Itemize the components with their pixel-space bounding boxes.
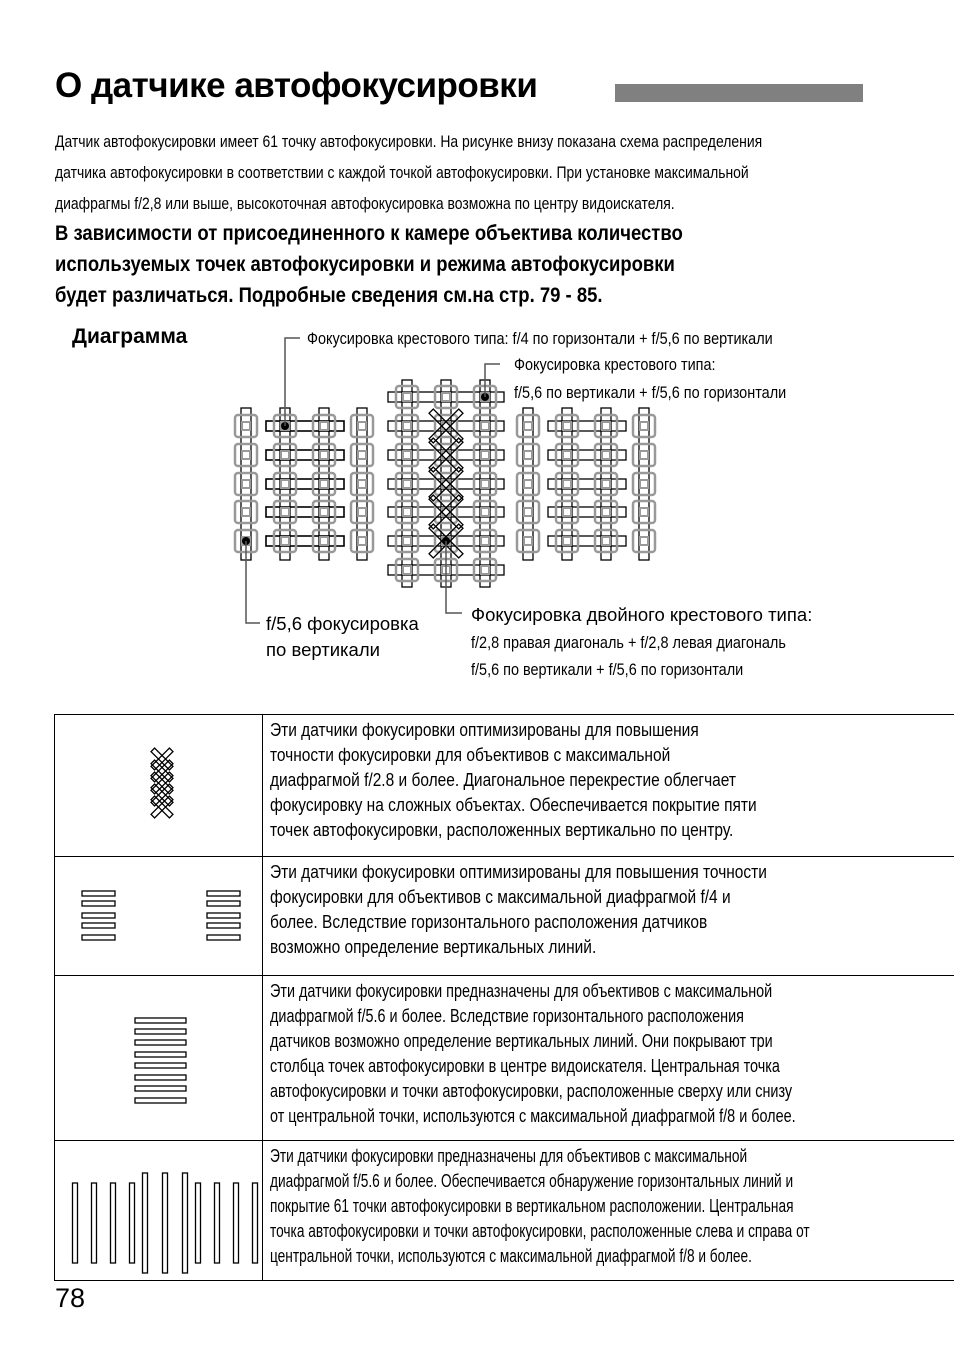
af-point [313,473,335,495]
callout-cross-f56-line1: Фокусировка крестового типа: [514,355,716,374]
horizontal-f4-sensor [266,507,344,517]
description-line: точности фокусировки для объективов с максимальной [270,745,671,765]
af-point [274,530,296,552]
af-point-center [320,508,328,516]
af-point-center [563,537,571,545]
af-point [474,501,496,523]
af-point-center [403,480,411,488]
af-point [595,444,617,466]
vertical-sensor-bar [234,1183,239,1263]
callout-vertical-f56-line2: по вертикали [266,639,380,660]
af-point-center [481,566,489,574]
af-point [517,473,539,495]
af-point-center [281,537,289,545]
horizontal-sensor-bar [82,913,115,918]
callout-cross-f4: Фокусировка крестового типа: f/4 по горизонтали + f/5,6 по вертикали [307,329,773,348]
af-point-center [403,508,411,516]
af-point-center [358,422,366,430]
af-point-center [358,508,366,516]
af-point [235,415,257,437]
af-point [351,473,373,495]
vertical-sensor-bar [143,1173,148,1273]
af-point [633,473,655,495]
description-line: Эти датчики фокусировки оптимизированы для повышения точности [270,862,767,882]
description-line: фокусировки для объективов с максимальной диафрагмой f/4 и [270,887,731,907]
af-point-center [524,508,532,516]
callout-dual-cross-line1: Фокусировка двойного крестового типа: [471,604,813,625]
horizontal-f4-sensor [548,450,626,460]
horizontal-sensor-bar [207,935,240,940]
callout-dual-cross-line3: f/5,6 по вертикали + f/5,6 по горизонтали [471,660,744,679]
af-point [633,501,655,523]
page-title: О датчике автофокусировки [55,66,538,105]
horizontal-sensor-bar [135,1052,186,1057]
horizontal-sensor-bar [82,891,115,896]
horizontal-sensor-bar [135,1018,186,1023]
horizontal-f4-sensor [548,421,626,431]
af-point [435,501,457,523]
horizontal-sensor-bar [207,891,240,896]
af-point-center [442,480,450,488]
af-point-center [320,451,328,459]
vertical-sensor-bar [130,1183,135,1263]
af-point [517,530,539,552]
af-point-center [563,451,571,459]
horizontal-sensor-bar [135,1086,186,1091]
description-cell [263,976,954,1141]
af-point-center [242,508,250,516]
intro-line: диафрагмы f/2,8 или выше, высокоточная автофокусировка возможна по центру видоискателя. [55,194,675,213]
af-point [235,444,257,466]
af-point-center [320,480,328,488]
af-point [396,530,418,552]
af-point-center [403,566,411,574]
leader-vertical-f56 [246,541,260,623]
af-point [396,559,418,581]
af-point [556,530,578,552]
vertical-sensor-bar [183,1173,188,1273]
horizontal-f4-sensors-icon [55,857,262,970]
description-line: точка автофокусировки и точки автофокусировки, расположенные слева и справа от [270,1221,810,1241]
diagram-label: Диаграмма [72,325,188,348]
icon-cell [55,715,263,857]
af-point [435,473,457,495]
af-point [517,501,539,523]
af-point-center [563,480,571,488]
description-line: точек автофокусировки, расположенных вертикально по центру. [270,820,734,840]
af-point [351,501,373,523]
horizontal-sensor-bar [135,1040,186,1045]
af-point [274,473,296,495]
af-point [633,530,655,552]
af-point [235,501,257,523]
horizontal-center-sensors-icon [55,976,262,1135]
af-point [396,473,418,495]
af-point-center [442,393,450,401]
af-sensor-table [54,714,954,1281]
af-point [633,444,655,466]
af-point-center [602,451,610,459]
af-point [474,530,496,552]
description-line: возможно определение вертикальных линий. [270,937,597,957]
af-point [435,444,457,466]
page-number: 78 [55,1283,86,1313]
af-point-center [358,480,366,488]
af-point [474,444,496,466]
vertical-sensor-bar [92,1183,97,1263]
af-point [556,444,578,466]
af-point [556,415,578,437]
horizontal-sensor-bar [82,923,115,928]
horizontal-sensor-bar [82,901,115,906]
af-point-center [242,422,250,430]
af-point [595,473,617,495]
description-line: Эти датчики фокусировки предназначены для объективов с максимальной [270,981,773,1001]
af-point [396,444,418,466]
horizontal-f4-sensor [266,536,344,546]
af-point [517,444,539,466]
af-grid [235,380,655,587]
af-point-center [481,508,489,516]
horizontal-sensor-bar [135,1063,186,1068]
af-point-center [403,393,411,401]
vertical-sensors-icon [55,1141,262,1275]
leader-cross-f4 [285,338,300,426]
icon-cell [55,1141,263,1281]
af-point [595,501,617,523]
af-point-center [442,508,450,516]
af-point [435,415,457,437]
af-point [313,501,335,523]
description-line: столбца точек автофокусировки в центре видоискателя. Центральная точка [270,1056,780,1076]
note-line: В зависимости от присоединенного к камере объектива количество [55,221,683,245]
callout-cross-f56-line2: f/5,6 по вертикали + f/5,6 по горизонтали [514,383,787,402]
horizontal-f4-sensor [266,421,344,431]
af-point-center [442,422,450,430]
af-point-center [403,537,411,545]
horizontal-sensor-bar [135,1029,186,1034]
af-point [235,473,257,495]
af-point-center [242,451,250,459]
af-point [351,530,373,552]
vertical-sensor-bar [111,1183,116,1263]
description-line: диафрагмой f/2.8 и более. Диагональное перекрестие облегчает [270,770,736,790]
af-point [474,559,496,581]
horizontal-sensor-bar [207,901,240,906]
af-point [313,530,335,552]
af-point [556,501,578,523]
table-row [55,1141,954,1281]
af-point-center [481,480,489,488]
dual-cross-diagonal-icon [55,715,262,851]
description-line: Эти датчики фокусировки оптимизированы для повышения [270,720,699,740]
af-point [556,473,578,495]
af-point-center [602,508,610,516]
horizontal-sensor-bar [207,923,240,928]
horizontal-f4-sensor [548,479,626,489]
af-point-center [602,537,610,545]
af-point-center [524,422,532,430]
af-point-center [281,508,289,516]
af-point [474,473,496,495]
af-point [633,415,655,437]
note-line: будет различаться. Подробные сведения см.на стр. 79 - 85. [55,283,603,307]
af-point [351,415,373,437]
af-point-center [563,422,571,430]
horizontal-sensor-bar [82,935,115,940]
intro-line: датчика автофокусировки в соответствии с каждой точкой автофокусировки. При установке максимальной [55,163,749,182]
horizontal-f4-sensor [266,479,344,489]
description-line: Эти датчики фокусировки предназначены для объективов с максимальной [270,1146,748,1166]
description-cell [263,715,954,857]
vertical-sensor-bar [196,1183,201,1263]
horizontal-sensor-bar [135,1098,186,1103]
af-point-center [281,451,289,459]
horizontal-f4-sensor [266,450,344,460]
af-point-center [242,480,250,488]
af-point [396,415,418,437]
description-line: центральной точки, используются с максимальной диафрагмой f/8 и более. [270,1246,752,1266]
callout-dual-cross-line2: f/2,8 правая диагональ + f/2,8 левая диагональ [471,633,786,652]
af-point-center [320,422,328,430]
af-point-center [602,480,610,488]
af-point-center [524,537,532,545]
af-point-center [320,537,328,545]
af-point-center [640,451,648,459]
af-point-center [358,451,366,459]
horizontal-f4-sensor [548,536,626,546]
table-row [55,976,954,1141]
af-point-center [358,537,366,545]
af-point-center [524,480,532,488]
horizontal-f4-sensor [548,507,626,517]
description-line: от центральной точки, используются с максимальной диафрагмой f/8 и более. [270,1106,796,1126]
callout-vertical-f56-line1: f/5,6 фокусировка [266,613,419,634]
af-point [396,501,418,523]
af-point [435,386,457,408]
horizontal-sensor-bar [207,913,240,918]
horizontal-sensor-bar [135,1075,186,1080]
icon-cell [55,857,263,976]
description-line: диафрагмой f/5.6 и более. Обеспечивается обнаружение горизонтальных линий и [270,1171,794,1191]
table-row [55,715,954,857]
af-point-center [640,480,648,488]
vertical-sensor-bar [253,1183,258,1263]
af-point [595,415,617,437]
vertical-sensor-bar [73,1183,78,1263]
description-line: автофокусировки и точки автофокусировки, расположенные сверху или снизу [270,1081,793,1101]
icon-cell [55,976,263,1141]
description-line: датчиков возможно определение вертикальных линий. Они покрывают три [270,1031,773,1051]
af-point-center [403,451,411,459]
description-cell [263,1141,954,1281]
af-point-center [640,537,648,545]
af-point [274,501,296,523]
af-point-center [640,422,648,430]
description-cell [263,857,954,976]
af-point-center [442,451,450,459]
af-point [351,444,373,466]
af-point-center [481,422,489,430]
note-line: используемых точек автофокусировки и режима автофокусировки [55,252,675,276]
af-point-center [640,508,648,516]
af-point-center [281,480,289,488]
af-point [313,444,335,466]
af-point [517,415,539,437]
af-point [595,530,617,552]
af-point-center [524,451,532,459]
af-point-center [481,537,489,545]
af-point [474,415,496,437]
description-line: диафрагмой f/5.6 и более. Вследствие горизонтального расположения [270,1006,744,1026]
table-row [55,857,954,976]
af-point [396,386,418,408]
af-point [274,444,296,466]
description-line: покрытие 61 точки автофокусировки в вертикальном расположении. Центральная [270,1196,794,1216]
description-line: фокусировку на сложных объектах. Обеспечивается покрытие пяти [270,795,757,815]
af-point-center [481,451,489,459]
af-point-center [563,508,571,516]
vertical-sensor-bar [215,1183,220,1263]
af-point-center [602,422,610,430]
vertical-sensor-bar [163,1173,168,1273]
intro-line: Датчик автофокусировки имеет 61 точку автофокусировки. На рисунке внизу показана схема распределения [55,132,763,151]
description-line: более. Вследствие горизонтального расположения датчиков [270,912,708,932]
af-point [313,415,335,437]
af-point-center [403,422,411,430]
